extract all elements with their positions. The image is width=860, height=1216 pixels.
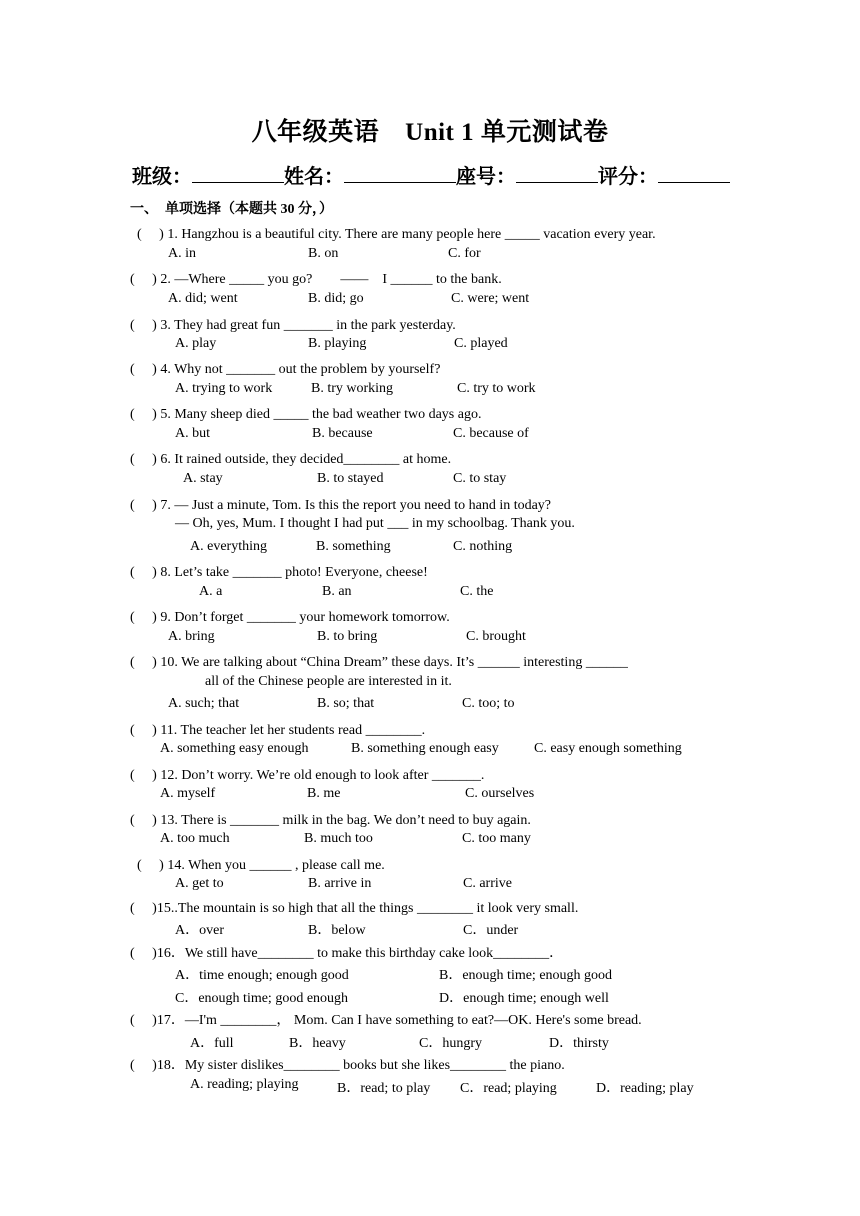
question-3: ( ) 3. They had great fun _______ in the park yesterday. (130, 318, 456, 333)
q6-option-a[interactable]: A. stay (183, 471, 223, 486)
question-14: ( ) 14. When you ______ , please call me. (137, 858, 385, 873)
q13-option-b[interactable]: B. much too (304, 831, 373, 846)
question-8: ( ) 8. Let’s take _______ photo! Everyone, cheese! (130, 565, 428, 580)
q8-option-c[interactable]: C. the (460, 584, 494, 599)
question-17: ( )17．—I'm ________， Mom. Can I have something to eat?—OK. Here's some bread. (130, 1013, 642, 1028)
question-12: ( ) 12. Don’t worry. We’re old enough to look after _______. (130, 768, 485, 783)
question-11: ( ) 11. The teacher let her students read ________. (130, 723, 426, 738)
q9-option-b[interactable]: B. to bring (317, 629, 378, 644)
q9-option-a[interactable]: A. bring (168, 629, 215, 644)
question-7: ( ) 7. — Just a minute, Tom. Is this the report you need to hand in today? (130, 498, 552, 513)
q10-option-a[interactable]: A. such; that (168, 696, 240, 711)
question-1: ( ) 1. Hangzhou is a beautiful city. There are many people here _____ vacation every year. (137, 227, 656, 242)
q11-option-a[interactable]: A. something easy enough (160, 741, 309, 756)
q1-option-b[interactable]: B. on (308, 246, 339, 261)
q1-option-a[interactable]: A. in (168, 246, 196, 261)
q5-option-b[interactable]: B. because (312, 426, 373, 441)
q7-option-b[interactable]: B. something (316, 539, 391, 554)
q17-option-b[interactable]: B．heavy (289, 1036, 346, 1051)
q16-option-d[interactable]: D．enough time; enough well (439, 991, 609, 1006)
page-title (0, 112, 860, 148)
class-label: 班级： (132, 166, 192, 188)
q12-option-c[interactable]: C. ourselves (465, 786, 535, 801)
question-7-line2: — Oh, yes, Mum. I thought I had put ___ in my schoolbag. Thank you. (175, 516, 575, 531)
q18-option-b[interactable]: B．read; to play (337, 1081, 431, 1096)
q10-option-b[interactable]: B. so; that (317, 696, 375, 711)
q6-option-c[interactable]: C. to stay (453, 471, 507, 486)
class-blank[interactable] (192, 162, 284, 183)
title-grade-subject: 八年级英语 (251, 119, 380, 146)
question-10: ( ) 10. We are talking about “China Dream” these days. It’s ______ interesting ______ (130, 655, 628, 670)
q2-option-b[interactable]: B. did; go (308, 291, 364, 306)
question-6: ( ) 6. It rained outside, they decided________ at home. (130, 452, 452, 467)
question-18: ( )18．My sister dislikes________ books but she likes________ the piano. (130, 1058, 565, 1073)
q15-option-a[interactable]: A．over (175, 923, 224, 938)
q18-option-c[interactable]: C．read; playing (460, 1081, 557, 1096)
q16-option-a[interactable]: A．time enough; enough good (175, 968, 349, 983)
q6-option-b[interactable]: B. to stayed (317, 471, 384, 486)
q16-option-b[interactable]: B．enough time; enough good (439, 968, 613, 983)
q15-option-b[interactable]: B．below (308, 923, 366, 938)
q8-option-a[interactable]: A. a (199, 584, 223, 599)
q11-option-b[interactable]: B. something enough easy (351, 741, 499, 756)
seat-label: 座号： (456, 166, 516, 188)
q1-option-c[interactable]: C. for (448, 246, 481, 261)
name-label: 姓名： (284, 166, 344, 188)
q14-option-a[interactable]: A. get to (175, 876, 224, 891)
q18-option-d[interactable]: D．reading; play (596, 1081, 694, 1096)
q2-option-c[interactable]: C. were; went (451, 291, 530, 306)
q15-option-c[interactable]: C．under (463, 923, 519, 938)
question-13: ( ) 13. There is _______ milk in the bag. We don’t need to buy again. (130, 813, 531, 828)
question-2: ( ) 2. —Where _____ you go? —— I ______ to the bank. (130, 272, 502, 287)
title-unit: Unit 1 单元测试卷 (405, 119, 609, 146)
q9-option-c[interactable]: C. brought (466, 629, 526, 644)
seat-blank[interactable] (516, 162, 598, 183)
question-4: ( ) 4. Why not _______ out the problem by yourself? (130, 362, 441, 377)
q3-option-a[interactable]: A. play (175, 336, 217, 351)
q7-option-c[interactable]: C. nothing (453, 539, 513, 554)
name-blank[interactable] (344, 162, 456, 183)
q11-option-c[interactable]: C. easy enough something (534, 741, 682, 756)
q13-option-c[interactable]: C. too many (462, 831, 531, 846)
q2-option-a[interactable]: A. did; went (168, 291, 238, 306)
question-15: ( )15..The mountain is so high that all the things ________ it look very small. (130, 901, 579, 916)
student-info-row (132, 160, 730, 189)
q12-option-a[interactable]: A. myself (160, 786, 216, 801)
q3-option-c[interactable]: C. played (454, 336, 508, 351)
q16-option-c[interactable]: C．enough time; good enough (175, 991, 349, 1006)
q13-option-a[interactable]: A. too much (160, 831, 230, 846)
q4-option-c[interactable]: C. try to work (457, 381, 536, 396)
q7-option-a[interactable]: A. everything (190, 539, 267, 554)
q12-option-b[interactable]: B. me (307, 786, 341, 801)
q3-option-b[interactable]: B. playing (308, 336, 367, 351)
question-5: ( ) 5. Many sheep died _____ the bad weather two days ago. (130, 407, 482, 422)
q14-option-c[interactable]: C. arrive (463, 876, 512, 891)
q5-option-c[interactable]: C. because of (453, 426, 529, 441)
score-blank[interactable] (658, 162, 730, 183)
q4-option-b[interactable]: B. try working (311, 381, 394, 396)
question-9: ( ) 9. Don’t forget _______ your homework tomorrow. (130, 610, 450, 625)
q14-option-b[interactable]: B. arrive in (308, 876, 372, 891)
q10-option-c[interactable]: C. too; to (462, 696, 515, 711)
q18-option-a[interactable]: A. reading; playing (190, 1077, 299, 1092)
question-10-line2: all of the Chinese people are interested in it. (205, 674, 452, 689)
q8-option-b[interactable]: B. an (322, 584, 352, 599)
q17-option-a[interactable]: A．full (190, 1036, 234, 1051)
question-16: ( )16．We still have________ to make this birthday cake look________． (130, 946, 564, 961)
q17-option-c[interactable]: C．hungry (419, 1036, 482, 1051)
section-heading: 一、 单项选择（本题共 30 分，） (130, 202, 333, 217)
q5-option-a[interactable]: A. but (175, 426, 210, 441)
q17-option-d[interactable]: D．thirsty (549, 1036, 609, 1051)
q4-option-a[interactable]: A. trying to work (175, 381, 273, 396)
score-label: 评分： (598, 166, 658, 188)
